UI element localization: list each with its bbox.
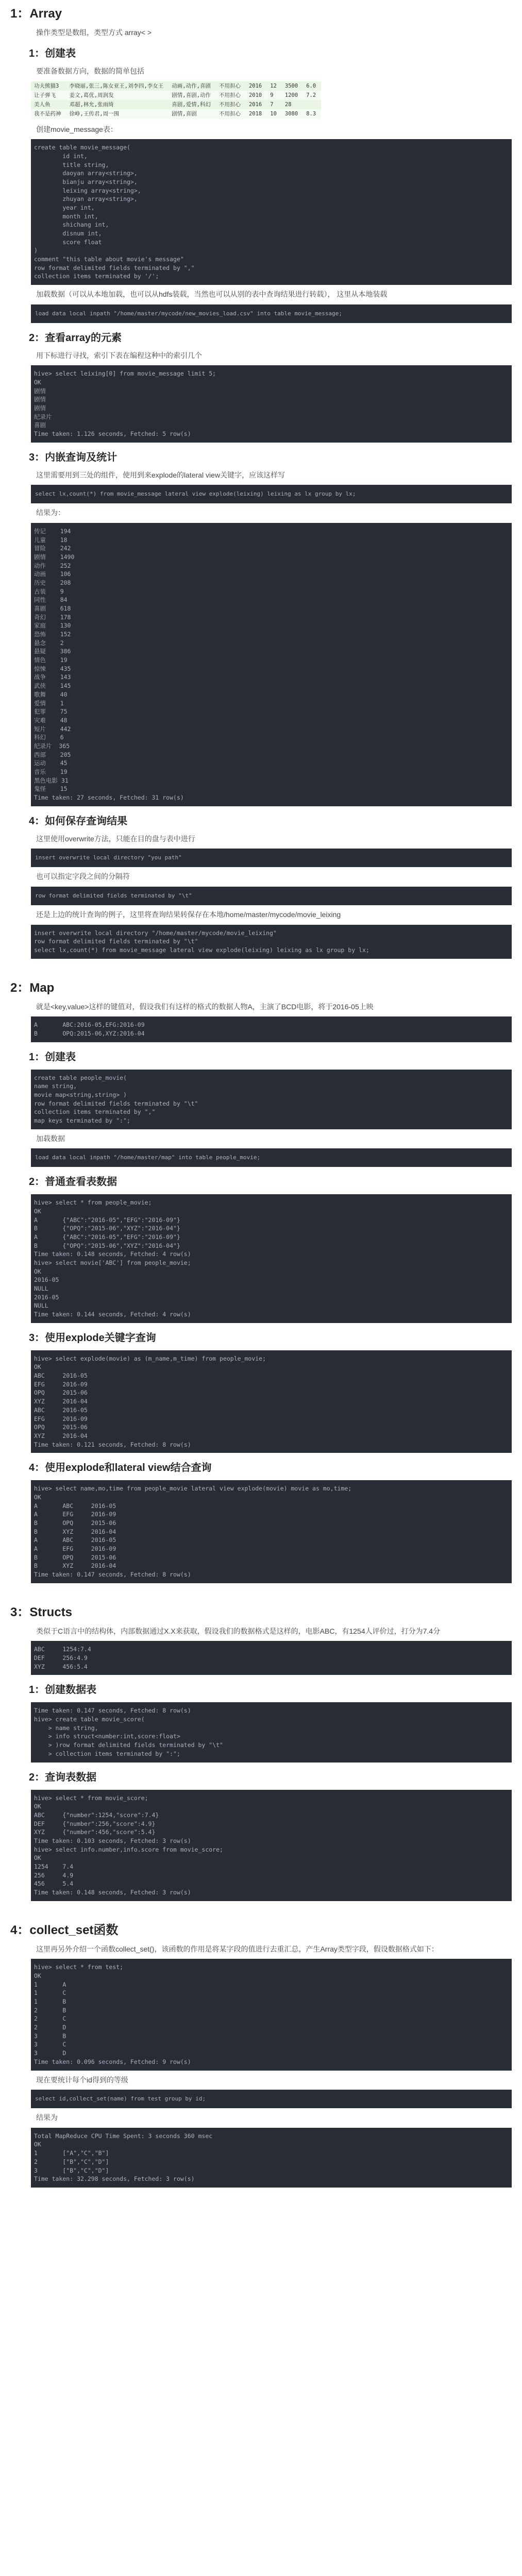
table-cell: 8.3 xyxy=(303,109,321,118)
code-line: name string, xyxy=(34,1082,77,1090)
code-line: 2 D xyxy=(34,2024,66,2031)
table-cell: 2016 xyxy=(246,81,267,91)
code-line: ABC 2016-05 xyxy=(34,1406,88,1414)
code-line: 爱情 1 xyxy=(34,699,64,707)
code-line: 运动 45 xyxy=(34,759,68,767)
code-line: leixing array<string>, xyxy=(34,187,141,194)
code-line: collection items terminated by '/'; xyxy=(34,273,159,280)
code-line: hive> select info.number,info.score from movie_score; xyxy=(34,1845,223,1853)
code-line: 1 B xyxy=(34,1998,66,2006)
code-block-result xyxy=(31,523,512,806)
heading-query-array: 2：查看array的元素 xyxy=(29,332,122,344)
code-line: row format delimited fields terminated by "\t" xyxy=(34,1099,198,1107)
table-row xyxy=(31,109,321,118)
heading-map-explode: 3：使用explode关键字查询 xyxy=(29,1332,156,1344)
code-line: OK xyxy=(34,1854,41,1862)
table-cell: 6.0 xyxy=(303,81,321,91)
code-line: OK xyxy=(34,379,41,386)
code-line: 犯罪 75 xyxy=(34,708,68,716)
code-line: hive> select * from movie_score; xyxy=(34,1794,148,1802)
code-line: 2 ["B","C","D"] xyxy=(34,2158,109,2165)
code-line: 喜剧 xyxy=(34,421,46,429)
code-line: B OPQ:2015-06,XYZ:2016-04 xyxy=(34,1030,145,1038)
code-line: bianju array<string>, xyxy=(34,178,138,185)
array-intro: 操作类型是数组，类型方式 array< > xyxy=(36,28,152,37)
code-line: A ABC 2016-05 xyxy=(34,1502,116,1510)
query-note: 用下标进行寻找，索引下表在编程这种中的索引几个 xyxy=(36,351,202,360)
code-block-collect-data xyxy=(31,1959,512,2070)
section-title-map: 2：Map xyxy=(10,980,55,995)
code-line: 西部 205 xyxy=(34,751,71,758)
section-title-structs: 3：Structs xyxy=(10,1605,73,1619)
section-title-array: 1：Array xyxy=(10,7,62,21)
code-line: > name string, xyxy=(34,1724,98,1732)
code-block-collect-result xyxy=(31,2128,512,2188)
code-line: hive> select * from test; xyxy=(34,1963,124,1971)
code-line: 剧情 xyxy=(34,396,46,403)
code-line: hive> select name,mo,time from people_movie lateral view explode(movie) movie as mo,time; xyxy=(34,1485,352,1493)
table-cell: 3080 xyxy=(282,109,303,118)
save-note-2: 也可以指定字段之间的分隔符 xyxy=(36,872,130,881)
code-line: 奇幻 178 xyxy=(34,613,71,621)
code-line: 1 C xyxy=(34,1989,66,1997)
table-cell: 2018 xyxy=(246,109,267,118)
code-block-load: load data local inpath "/home/master/mycode/new_movies_load.csv" into table movie_message; xyxy=(31,304,512,323)
section-title-collect-set: 4：collect_set函数 xyxy=(10,1923,119,1937)
code-line: B {"OPQ":"2015-06","XYZ":"2016-04"} xyxy=(34,1242,180,1249)
table-cell: 邓超,林允,张雨绮 xyxy=(66,100,169,109)
table-cell: 12 xyxy=(267,81,282,91)
code-line: XYZ {"number":456,"score":5.4} xyxy=(34,1828,156,1836)
code-line: 2 C xyxy=(34,2015,66,2023)
table-cell: 剧情,喜剧,动作 xyxy=(169,91,216,100)
code-line: 黑色电影 31 xyxy=(34,776,69,784)
table-cell: 喜剧,爱情,科幻 xyxy=(169,100,216,109)
code-line: 剧情 xyxy=(34,404,46,412)
table-cell: 徐峥,王传君,周一围 xyxy=(66,109,169,118)
code-line: Time taken: 0.148 seconds, Fetched: 3 row(s) xyxy=(34,1888,191,1896)
collect-intro: 这里再另外介绍一个函数collect_set()，该函数的作用是将某字段的值进行去重汇总，产生Array类型字段，假设数据格式如下： xyxy=(36,1944,439,1953)
code-line: 儿童 18 xyxy=(34,536,68,544)
code-line: Time taken: 1.126 seconds, Fetched: 5 row(s) xyxy=(34,430,191,438)
save-note-3: 还是上边的统计查询的例子，这里将查询结果转保存在本地/home/master/mycode/movie_leixing xyxy=(36,910,341,919)
code-line: zhuyan array<string>, xyxy=(34,195,138,203)
heading-create-table: 1：创建表 xyxy=(29,47,76,59)
code-line: 1 ["A","C","B"] xyxy=(34,2149,109,2157)
code-line: 1254 7.4 xyxy=(34,1862,74,1870)
code-line: year int, xyxy=(34,204,95,212)
code-block-create xyxy=(31,139,512,285)
map-intro: 就是<key,value>这样的键值对，假设我们有这样的格式的数据人物A，主演了BCD电影，将于2016-05上映 xyxy=(36,1002,374,1011)
table-cell: 不用担心 xyxy=(216,81,246,91)
code-line: 恐怖 152 xyxy=(34,631,71,638)
code-line: 3 ["B","C","D"] xyxy=(34,2166,109,2174)
code-block-save: insert overwrite local directory "you path" xyxy=(31,849,512,867)
code-line: daoyan array<string>, xyxy=(34,170,138,177)
code-line: 科幻 6 xyxy=(34,734,64,741)
code-line: 悬疑 386 xyxy=(34,648,71,655)
code-block-struct-create xyxy=(31,1702,512,1762)
code-block-struct-data xyxy=(31,1641,512,1675)
code-line: 456 5.4 xyxy=(34,1880,74,1888)
code-line: 纪录片 365 xyxy=(34,742,70,750)
code-block-map-create xyxy=(31,1070,512,1129)
code-line: 1 A xyxy=(34,1980,66,1988)
collect-result-note: 结果为 xyxy=(36,2113,58,2122)
code-line: B XYZ 2016-04 xyxy=(34,1528,116,1535)
code-line: 战争 143 xyxy=(34,673,71,681)
code-line: NULL xyxy=(34,1302,48,1310)
code-line: select lx,count(*) from movie_message lateral view explode(leixing) leixing as lx group by lx; xyxy=(34,946,369,954)
code-line: Time taken: 0.144 seconds, Fetched: 4 row(s) xyxy=(34,1311,191,1318)
code-line: ABC 2016-05 xyxy=(34,1372,88,1380)
code-line: > )row format delimited fields terminated by "\t" xyxy=(34,1741,223,1749)
save-note: 这里使用overwrite方法，只能在目的盘与表中进行 xyxy=(36,834,195,843)
code-line: XYZ 2016-04 xyxy=(34,1432,88,1439)
code-line: row format delimited fields terminated by "\t" xyxy=(34,938,198,945)
code-line: ABC {"number":1254,"score":7.4} xyxy=(34,1811,159,1819)
table-cell: 9 xyxy=(267,91,282,100)
code-line: 3 B xyxy=(34,2032,66,2040)
code-line: 剧情 xyxy=(34,387,46,395)
table-cell: 动画,动作,喜剧 xyxy=(169,81,216,91)
code-block-query xyxy=(31,365,512,442)
code-line: Time taken: 0.121 seconds, Fetched: 8 row(s) xyxy=(34,1440,191,1448)
code-line: hive> select explode(movie) as (m_name,m_time) from people_movie; xyxy=(34,1354,266,1362)
code-line: comment "this table about movie's message" xyxy=(34,256,184,263)
code-line: id int, xyxy=(34,152,88,160)
code-line: Total MapReduce CPU Time Spent: 3 seconds 360 msec xyxy=(34,2132,213,2140)
code-line: month int, xyxy=(34,212,98,220)
code-line: OK xyxy=(34,1493,41,1501)
code-line: 古装 9 xyxy=(34,587,64,595)
code-line: disnum int, xyxy=(34,230,102,238)
heading-map-lateral: 4：使用explode和lateral view结合查询 xyxy=(29,1462,212,1474)
code-line: XYZ 456:5.4 xyxy=(34,1663,88,1670)
code-line: hive> create table movie_score( xyxy=(34,1716,145,1723)
code-line: B XYZ 2016-04 xyxy=(34,1562,116,1570)
load-note: 加载数据（可以从本地加载，也可以从hdfs装载，当然也可以从别的表中查询结果进行转载）， 这里从本地装载 xyxy=(36,290,388,299)
code-line: 鬼怪 15 xyxy=(34,785,68,793)
heading-map-create: 1：创建表 xyxy=(29,1051,76,1063)
code-line: 传记 194 xyxy=(34,528,71,535)
code-line: A EFG 2016-09 xyxy=(34,1511,116,1518)
code-line: A ABC 2016-05 xyxy=(34,1536,116,1544)
code-line: 2016-05 xyxy=(34,1293,59,1301)
code-line: 武侠 145 xyxy=(34,682,71,690)
code-line: 2 B xyxy=(34,2006,66,2014)
heading-struct-create: 1：创建数据表 xyxy=(29,1684,97,1696)
table-cell: 10 xyxy=(267,109,282,118)
code-line: 纪录片 xyxy=(34,413,52,420)
code-line: Time taken: 0.147 seconds, Fetched: 8 row(s) xyxy=(34,1570,191,1578)
code-block-map-load: load data local inpath "/home/master/map" into table people_movie; xyxy=(31,1148,512,1167)
heading-explode: 3：内嵌查询及统计 xyxy=(29,451,117,463)
code-line: > info struct<number:int,score:float> xyxy=(34,1733,180,1740)
map-load-note: 加载数据 xyxy=(36,1134,65,1143)
code-line: OPQ 2015-06 xyxy=(34,1389,88,1397)
code-line: title string, xyxy=(34,161,109,168)
code-line: ABC 1254:7.4 xyxy=(34,1646,91,1653)
create-note: 创建movie_message表： xyxy=(36,125,117,133)
code-line: OK xyxy=(34,1972,41,1980)
table-cell: 姜文,葛优,周润发 xyxy=(66,91,169,100)
code-line: OK xyxy=(34,1363,41,1371)
code-line: 动作 252 xyxy=(34,562,71,569)
code-line: 喜剧 618 xyxy=(34,605,71,613)
table-cell: 28 xyxy=(282,100,303,109)
table-row xyxy=(31,81,321,91)
code-line: B {"OPQ":"2015-06","XYZ":"2016-04"} xyxy=(34,1225,180,1232)
code-line: ) xyxy=(34,247,38,255)
code-block-explode: select lx,count(*) from movie_message lateral view explode(leixing) leixing as lx group by lx; xyxy=(31,485,512,503)
code-block-struct-query xyxy=(31,1790,512,1901)
code-line: NULL xyxy=(34,1285,48,1293)
code-line: OK xyxy=(34,1208,41,1215)
code-line: shichang int, xyxy=(34,221,109,229)
code-line: EFG 2016-09 xyxy=(34,1415,88,1422)
table-cell: 2010 xyxy=(246,91,267,100)
code-line: 短片 442 xyxy=(34,725,71,733)
table-cell: 剧情,喜剧 xyxy=(169,109,216,118)
code-line: collection items terminated by "," xyxy=(34,1108,156,1116)
code-line: 灾难 48 xyxy=(34,716,68,724)
table-cell: 美人鱼 xyxy=(31,100,66,109)
code-line: 同性 84 xyxy=(34,596,68,604)
code-line: Time taken: 27 seconds, Fetched: 31 row(s) xyxy=(34,793,184,801)
table-cell: 7 xyxy=(267,100,282,109)
code-line: Time taken: 32.298 seconds, Fetched: 3 row(s) xyxy=(34,2175,195,2183)
code-line: 历史 208 xyxy=(34,579,71,587)
code-line: OK xyxy=(34,1803,41,1810)
code-line: > collection items terminated by ":"; xyxy=(34,1750,180,1757)
code-block-collect-query: select id,collect_set(name) from test group by id; xyxy=(31,2090,512,2108)
heading-struct-query: 2：查询表数据 xyxy=(29,1771,97,1783)
code-block-save-2: row format delimited fields terminated by "\t" xyxy=(31,887,512,905)
code-line: OK xyxy=(34,2141,41,2148)
heading-map-query: 2：普通查看表数据 xyxy=(29,1176,117,1188)
code-line: insert overwrite local directory "/home/master/mycode/movie_leixing" xyxy=(34,929,277,937)
table-cell: 不用担心 xyxy=(216,109,246,118)
prep-text: 要准备数据方向，数据的简单包括 xyxy=(36,66,144,75)
table-cell: 让子弹飞 xyxy=(31,91,66,100)
explode-note: 这里需要用到三处的组件，使用到来explode的lateral view关键字，应该这样写 xyxy=(36,470,285,479)
table-cell: 7.2 xyxy=(303,91,321,100)
code-line: 剧情 1490 xyxy=(34,553,75,561)
result-note: 结果为： xyxy=(36,509,65,517)
code-line: create table people_movie( xyxy=(34,1074,127,1081)
table-cell xyxy=(303,100,321,109)
code-line: Time taken: 0.147 seconds, Fetched: 8 row(s) xyxy=(34,1707,191,1715)
table-cell: 功夫熊猫3 xyxy=(31,81,66,91)
code-line: 256 4.9 xyxy=(34,1871,74,1879)
code-line: 动画 106 xyxy=(34,570,71,578)
code-line: A {"ABC":"2016-05","EFG":"2016-09"} xyxy=(34,1233,180,1241)
code-line: Time taken: 0.096 seconds, Fetched: 9 row(s) xyxy=(34,2058,191,2065)
code-line: DEF 256:4.9 xyxy=(34,1654,88,1662)
table-cell: 不用担心 xyxy=(216,100,246,109)
code-line: score float xyxy=(34,238,102,246)
code-line: create table movie_message( xyxy=(34,144,130,151)
table-row xyxy=(31,100,321,109)
table-cell: 不用担心 xyxy=(216,91,246,100)
code-line: 2016-05 xyxy=(34,1276,59,1284)
code-line: 情色 19 xyxy=(34,656,68,664)
code-line: 家庭 130 xyxy=(34,622,71,630)
code-line: 冒险 242 xyxy=(34,545,71,552)
code-line: EFG 2016-09 xyxy=(34,1380,88,1388)
code-line: 悬念 2 xyxy=(34,639,64,647)
code-line: A ABC:2016-05,EFG:2016-09 xyxy=(34,1021,145,1029)
structs-intro: 类似于C语言中的结构体，内部数据通过X.X来获取，假设我们的数据格式是这样的，电影ABC，有1254人评价过，打分为7.4分 xyxy=(36,1626,441,1635)
code-line: B OPQ 2015-06 xyxy=(34,1519,116,1527)
code-block-save-3 xyxy=(31,925,512,959)
code-line: 3 C xyxy=(34,2041,66,2048)
code-block-map-query xyxy=(31,1194,512,1323)
code-line: Time taken: 0.148 seconds, Fetched: 4 row(s) xyxy=(34,1250,191,1258)
table-cell: 3500 xyxy=(282,81,303,91)
code-line: map keys terminated by ":"; xyxy=(34,1117,130,1125)
code-line: XYZ 2016-04 xyxy=(34,1398,88,1405)
code-line: DEF {"number":256,"score":4.9} xyxy=(34,1820,156,1827)
table-row xyxy=(31,91,321,100)
code-block-map-data xyxy=(31,1016,512,1042)
table-cell: 2016 xyxy=(246,100,267,109)
code-line: hive> select movie['ABC'] from people_movie; xyxy=(34,1259,191,1267)
code-line: OK xyxy=(34,1267,41,1275)
code-line: hive> select * from people_movie; xyxy=(34,1199,152,1207)
code-line: hive> select leixing[0] from movie_message limit 5; xyxy=(34,370,216,378)
code-line: B OPQ 2015-06 xyxy=(34,1553,116,1561)
code-line: A EFG 2016-09 xyxy=(34,1545,116,1552)
code-block-map-explode xyxy=(31,1350,512,1453)
table-cell: 1200 xyxy=(282,91,303,100)
code-line: row format delimited fields terminated by "," xyxy=(34,264,195,272)
code-line: OPQ 2015-06 xyxy=(34,1423,88,1431)
code-line: A {"ABC":"2016-05","EFG":"2016-09"} xyxy=(34,1216,180,1224)
collect-note: 现在要统计每个id得到的等级 xyxy=(36,2075,128,2084)
heading-save: 4：如何保存查询结果 xyxy=(29,815,128,827)
table-cell: 我不是药神 xyxy=(31,109,66,118)
code-line: 3 D xyxy=(34,2049,66,2057)
code-line: 音乐 19 xyxy=(34,768,68,775)
table-cell: 李晓丽,张三,陈女亚王,刘李四,李女王 xyxy=(66,81,169,91)
code-block-map-lateral xyxy=(31,1480,512,1583)
movie-data-table xyxy=(31,81,321,119)
code-line: Time taken: 0.103 seconds, Fetched: 3 row(s) xyxy=(34,1837,191,1844)
code-line: 歌舞 40 xyxy=(34,690,68,698)
code-line: movie map<string,string> ) xyxy=(34,1091,127,1099)
code-line: 惊悚 435 xyxy=(34,665,71,672)
